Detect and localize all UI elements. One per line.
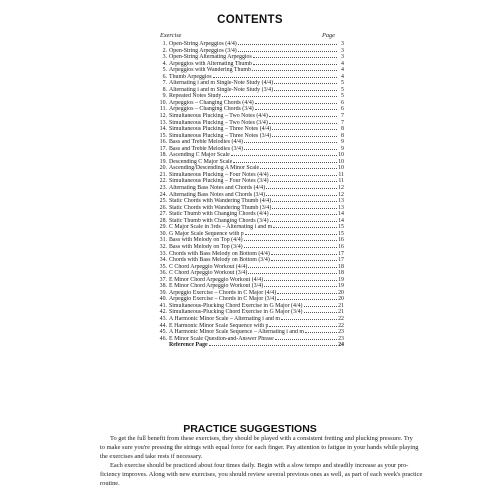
toc-entry-page: 8 <box>341 132 344 139</box>
toc-entry-title: Arpeggios with Wandering Thumb <box>169 67 251 74</box>
dot-leader <box>269 326 337 327</box>
toc-entry-title: E Minor Chord Arpeggio Workout (4/4) <box>169 276 264 283</box>
paragraph-line: ficiency improves. Along with new exercises, you should review several previous ones as well, as part of each week's practice <box>100 470 423 478</box>
toc-entry-title: Alternating i and m Single-Note Study (3/4) <box>169 86 274 93</box>
toc-entry-title: Arpeggios with Alternating Thumb <box>169 60 252 67</box>
dot-leader <box>305 332 337 333</box>
toc-entry-page: 3 <box>341 47 344 54</box>
toc-entry-number: 7. <box>162 80 167 87</box>
toc-entry-page: 7 <box>341 119 344 126</box>
toc-entry-number: 11. <box>159 106 167 113</box>
toc-entry-page: 20 <box>338 296 344 303</box>
page-column-header: Page <box>322 32 335 39</box>
toc-entry-page: 18 <box>338 263 344 270</box>
toc-entry-page: 6 <box>341 106 344 113</box>
dot-leader <box>264 280 337 281</box>
dot-leader <box>270 175 337 176</box>
dot-leader <box>274 90 337 91</box>
toc-entry-title: Alternating Bass Notes and Chords (4/4) <box>169 185 266 192</box>
toc-entry-title: C Major Scale in 3rds – Alternating i and m <box>169 224 273 231</box>
dot-leader <box>253 64 337 65</box>
toc-entry-number: 25. <box>159 198 167 205</box>
toc-entry-page: 4 <box>341 73 344 80</box>
dot-leader <box>266 188 337 189</box>
toc-entry-number: 38. <box>159 283 167 290</box>
toc-entry-number: 29. <box>159 224 167 231</box>
dot-leader <box>281 319 337 320</box>
toc-entry-page: 12 <box>338 191 344 198</box>
toc-entry-title: Static Thumb with Changing Chords (3/4) <box>169 217 269 224</box>
toc-entry-number: 4. <box>162 60 167 67</box>
dot-leader <box>253 57 337 58</box>
toc-entry-title: Chords with Bass Melody on Bottom (4/4) <box>169 250 270 257</box>
dot-leader <box>272 201 337 202</box>
toc-entry-number: 44. <box>159 322 167 329</box>
dot-leader <box>269 116 337 117</box>
toc-entry-title: Simultaneous Plucking – Two Notes (4/4) <box>169 113 268 120</box>
toc-entry-title: Simultaneous Plucking – Three Notes (3/4) <box>169 132 272 139</box>
toc-entry-page: 13 <box>338 198 344 205</box>
toc-entry-number: 15. <box>159 132 167 139</box>
dot-leader <box>272 208 337 209</box>
toc-entry-number: 2. <box>162 47 167 54</box>
dot-leader <box>238 44 337 45</box>
toc-entry-title: Open-String Arpeggios (3/4) <box>169 47 237 54</box>
dot-leader <box>260 168 337 169</box>
toc-entry-page: 19 <box>338 276 344 283</box>
dot-leader <box>233 162 337 163</box>
toc-entry-number: 37. <box>159 276 167 283</box>
dot-leader <box>252 70 337 71</box>
toc-entry-page: 17 <box>338 257 344 264</box>
toc-entry-title: Alternating i and m Single-Note Study (4/4) <box>169 80 274 87</box>
toc-entry-page: 21 <box>338 309 344 316</box>
dot-leader <box>275 339 337 340</box>
dot-leader <box>222 96 337 97</box>
dot-leader <box>271 254 337 255</box>
toc-entry-title: Simultaneous-Plucking Chord Exercise in G Major (3/4) <box>169 309 303 316</box>
toc-entry-number: 42. <box>159 309 167 316</box>
dot-leader <box>272 129 337 130</box>
dot-leader <box>213 77 337 78</box>
paragraph-line: to make sure you're pressing the strings with equal force for each finger. Pay attention to fatigue in your hands while playing <box>100 443 419 451</box>
toc-entry-title: Ascending C Major Scale <box>169 152 230 159</box>
toc-entry-page: 3 <box>341 41 344 47</box>
toc-entry-number: 18. <box>159 152 167 159</box>
toc-entry-page: 11 <box>338 178 344 185</box>
toc-entry-title: A Harmonic Minor Scale Sequence – Alternating i and m <box>169 329 304 336</box>
toc-entry-page: 10 <box>338 152 344 159</box>
toc-entry-title: Bass and Treble Melodies (3/4) <box>169 145 243 152</box>
toc-entry-number: 39. <box>159 289 167 296</box>
table-of-contents <box>157 41 344 349</box>
toc-entry-number: 22. <box>159 178 167 185</box>
dot-leader <box>272 136 337 137</box>
toc-entry-page: 18 <box>338 270 344 277</box>
toc-entry-page: 13 <box>338 204 344 211</box>
toc-entry-number: 46. <box>159 335 167 342</box>
toc-entry-page: 4 <box>341 60 344 67</box>
dot-leader <box>248 267 337 268</box>
dot-leader <box>270 214 337 215</box>
dot-leader <box>244 240 337 241</box>
paragraph-line: Each exercise should be practiced about four times daily. Begin with a slow tempo and steadily increase as your pro- <box>110 462 409 469</box>
toc-entry-page: 4 <box>341 67 344 74</box>
dot-leader <box>231 155 337 156</box>
toc-entry-title: Bass and Treble Melodies (4/4) <box>169 139 243 146</box>
toc-entry-number: 20. <box>159 165 167 172</box>
toc-entry-page: 16 <box>338 243 344 250</box>
toc-entry-number: 9. <box>162 93 167 100</box>
toc-entry-number: 14. <box>159 126 167 133</box>
toc-entry-page: 10 <box>338 165 344 172</box>
paragraph-line: To get the full benefit from these exercises, they should be played with a consistent fretting and plucking pressure. Try <box>110 435 413 442</box>
toc-entry-title: E Harmonic Minor Scale Sequence with p <box>169 322 269 329</box>
toc-entry-title: Arpeggio Exercise – Chords in C Major (4/4) <box>169 289 277 296</box>
dot-leader <box>270 221 337 222</box>
toc-entry-page: 14 <box>338 217 344 224</box>
toc-entry-page: 20 <box>338 289 344 296</box>
toc-entry-title: Simultaneous Plucking – Four Notes (4/4) <box>169 171 269 178</box>
toc-entry-number: 6. <box>162 73 167 80</box>
practice-suggestions-heading: PRACTICE SUGGESTIONS <box>183 423 317 435</box>
toc-entry-title: E Minor Chord Arpeggio Workout (3/4) <box>169 283 264 290</box>
toc-entry-number: 5. <box>162 67 167 74</box>
dot-leader <box>255 103 337 104</box>
toc-entry-number: 16. <box>159 139 167 146</box>
dot-leader <box>269 123 337 124</box>
toc-entry-title: Bass with Melody on Top (3/4) <box>169 243 243 250</box>
toc-entry-title: Reference Page <box>169 342 208 349</box>
toc-entry-number: 30. <box>159 230 167 237</box>
toc-entry-number: 3. <box>162 54 167 61</box>
toc-entry-page: 16 <box>338 237 344 244</box>
toc-entry-title: Arpeggios – Changing Chords (3/4) <box>169 106 254 113</box>
toc-entry-title: Simultaneous Plucking – Four Notes (3/4) <box>169 178 269 185</box>
toc-entry-number: 24. <box>159 191 167 198</box>
toc-entry-page: 21 <box>338 302 344 309</box>
toc-entry-number: 12. <box>159 113 167 120</box>
toc-entry-title: Alternating Bass Notes and Chords (3/4) <box>169 191 266 198</box>
toc-entry-number: 28. <box>159 217 167 224</box>
toc-entry-number: 43. <box>159 315 167 322</box>
dot-leader <box>274 83 337 84</box>
toc-entry-page: 9 <box>341 139 344 146</box>
dot-leader <box>304 306 338 307</box>
dot-leader <box>238 51 337 52</box>
toc-entry-number: 32. <box>159 243 167 250</box>
dot-leader <box>271 260 337 261</box>
toc-entry-page: 23 <box>338 329 344 336</box>
toc-entry-page: 7 <box>341 113 344 120</box>
toc-entry-title: Simultaneous Plucking – Three Notes (4/4) <box>169 126 272 133</box>
toc-entry-number: 21. <box>159 171 167 178</box>
toc-entry-title: E Minor Scale Question-and-Answer Phrase <box>169 335 274 342</box>
toc-entry-page: 19 <box>338 283 344 290</box>
toc-entry-number: 23. <box>159 185 167 192</box>
toc-entry-number: 33. <box>159 250 167 257</box>
dot-leader <box>244 142 337 143</box>
toc-entry-page: 15 <box>338 224 344 231</box>
toc-entry-page: 8 <box>341 126 344 133</box>
toc-entry-title: Open-String Arpeggios (4/4) <box>169 41 237 47</box>
dot-leader <box>248 273 337 274</box>
practice-paragraph-2 <box>100 462 423 488</box>
dot-leader <box>244 149 337 150</box>
toc-entry-number: 34. <box>159 257 167 264</box>
dot-leader <box>270 181 337 182</box>
dot-leader <box>277 299 337 300</box>
toc-entry-page: 22 <box>338 315 344 322</box>
toc-entry-title: Thumb Arpeggios <box>169 73 212 80</box>
toc-entry-number: 8. <box>162 86 167 93</box>
toc-entry-title: Chords with Bass Melody on Bottom (3/4) <box>169 257 270 264</box>
toc-entry-page: 14 <box>338 211 344 218</box>
toc-entry-page: 5 <box>341 86 344 93</box>
dot-leader <box>255 109 337 110</box>
toc-entry-title: Static Thumb with Changing Chords (4/4) <box>169 211 269 218</box>
toc-entry-page: 9 <box>341 145 344 152</box>
toc-entry-title: Static Chords with Wandering Thumb (3/4) <box>169 204 272 211</box>
toc-entry-number: 26. <box>159 204 167 211</box>
toc-entry-page: 22 <box>338 322 344 329</box>
toc-entry-title: Static Chords with Wandering Thumb (4/4) <box>169 198 272 205</box>
toc-entry-page: 5 <box>341 80 344 87</box>
toc-entry-number: 10. <box>159 99 167 106</box>
toc-entry-title: Simultaneous Plucking – Two Notes (3/4) <box>169 119 268 126</box>
dot-leader <box>266 195 337 196</box>
toc-entry-number: 17. <box>159 145 167 152</box>
toc-entry-number: 35. <box>159 263 167 270</box>
toc-entry-title: Descending C Major Scale <box>169 158 233 165</box>
toc-entry-number: 40. <box>159 296 167 303</box>
toc-entry-title: C Chord Arpeggio Workout (4/4) <box>169 263 248 270</box>
toc-entry-page: 17 <box>338 250 344 257</box>
dot-leader <box>273 227 337 228</box>
toc-entry-number: 19. <box>159 158 167 165</box>
dot-leader <box>304 312 338 313</box>
toc-entry-number: 36. <box>159 270 167 277</box>
toc-entry-number: 13. <box>159 119 167 126</box>
toc-entry-number: 41. <box>159 302 167 309</box>
dot-leader <box>264 286 337 287</box>
toc-entry-page: 6 <box>341 99 344 106</box>
toc-entry-page: 23 <box>338 335 344 342</box>
toc-entry-title: Open-String Alternating Arpeggios <box>169 54 252 61</box>
toc-entry-page: 12 <box>338 185 344 192</box>
toc-entry-page: 15 <box>338 230 344 237</box>
toc-entry-number: 45. <box>159 329 167 336</box>
toc-entry-title: Arpeggio Exercise – Chords in C Major (3/4) <box>169 296 277 303</box>
practice-paragraph-1 <box>100 435 419 461</box>
toc-entry-page: 5 <box>341 93 344 100</box>
toc-entry-page: 3 <box>341 54 344 61</box>
toc-entry-number: 31. <box>159 237 167 244</box>
toc-entry-number: 27. <box>159 211 167 218</box>
toc-entry-title: Arpeggios – Changing Chords (4/4) <box>169 99 254 106</box>
toc-entry-title: Simultaneous-Plucking Chord Exercise in G Major (4/4) <box>169 302 303 309</box>
dot-leader <box>244 247 337 248</box>
toc-entry <box>157 342 344 349</box>
paragraph-line: the exercises and take rests if necessary. <box>100 452 203 460</box>
toc-entry-number: 1. <box>162 41 167 47</box>
dot-leader <box>277 293 337 294</box>
toc-entry-page: 10 <box>338 158 344 165</box>
toc-entry-page: 11 <box>338 171 344 178</box>
contents-heading: CONTENTS <box>217 14 283 26</box>
toc-entry-title: Bass with Melody on Top (4/4) <box>169 237 243 244</box>
toc-entry-title: Ascending/Descending A Minor Scale <box>169 165 260 172</box>
toc-entry-page: 24 <box>338 342 344 349</box>
exercise-column-header: Exercise <box>160 32 182 39</box>
paragraph-line: routine. <box>100 479 120 487</box>
toc-entry-title: Repeated Notes Study <box>169 93 222 100</box>
toc-entry-title: A Harmonic Minor Scale – Alternating i and m <box>169 315 280 322</box>
toc-entry-title: G Major Scale Sequence with p <box>169 230 244 237</box>
dot-leader <box>209 345 337 346</box>
toc-entry-title: C Chord Arpeggio Workout (3/4) <box>169 270 248 277</box>
dot-leader <box>245 234 337 235</box>
